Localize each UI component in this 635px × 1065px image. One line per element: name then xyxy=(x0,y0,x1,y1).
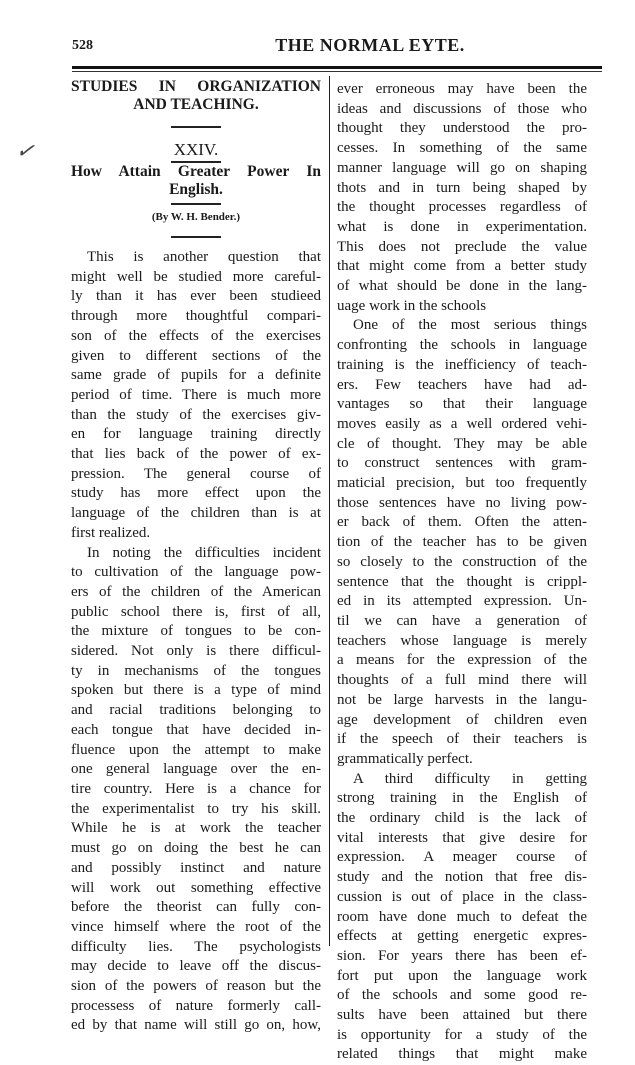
text-line: is opportunity for a study of the xyxy=(337,1026,587,1043)
text-line: the thought processes regardless of xyxy=(337,199,587,216)
text-line: before the theorist can fully con- xyxy=(71,899,321,916)
separator-rule xyxy=(171,203,221,205)
text-line: ers. Few teachers have had ad- xyxy=(337,376,587,393)
text-line: til we can have a generation of xyxy=(337,612,587,629)
text-line: expression. A meager course of xyxy=(337,849,587,866)
text-line: what is done in experimentation. xyxy=(337,218,587,235)
left-column xyxy=(71,248,321,1036)
text-line: the ordinary child is the lack of xyxy=(337,810,587,827)
text-line: uage work in the schools xyxy=(337,297,487,314)
series-title-line2: AND TEACHING. xyxy=(133,96,259,113)
text-line: must go on doing the best he can xyxy=(71,840,321,857)
text-line: While he is at work the teacher xyxy=(71,820,321,837)
text-line: thots and in turn being shaped by xyxy=(337,179,587,196)
text-line: age development of children even xyxy=(337,711,587,728)
text-line: thought they understood the pro- xyxy=(337,120,587,137)
text-line: vantages so that their language xyxy=(337,396,587,413)
header-rule xyxy=(72,66,602,69)
series-title-line1: STUDIES IN ORGANIZATION xyxy=(71,78,321,95)
text-line: sidered. Not only is there difficul- xyxy=(71,643,321,660)
column-divider xyxy=(329,76,330,946)
text-line: language of the children than is at xyxy=(71,505,321,522)
text-line: ly than it has ever been studieed xyxy=(71,288,321,305)
text-line: moves easily as a well ordered vehi- xyxy=(337,415,587,432)
text-line: This does not preclude the value xyxy=(337,238,587,255)
text-line: difficulty lies. The psychologists xyxy=(71,938,321,955)
text-line: fort put upon the language work xyxy=(337,967,587,984)
text-line: period of time. There is much more xyxy=(71,386,321,403)
text-line: sion of the powers of reason but the xyxy=(71,978,321,995)
text-line: pression. The general course of xyxy=(71,465,321,482)
text-line: training is the inefficiency of teach- xyxy=(337,356,587,373)
text-line: might well be studied more careful- xyxy=(71,268,321,285)
text-line: grammatically perfect. xyxy=(337,750,473,767)
text-line: effects at getting energetic expres- xyxy=(337,928,587,945)
text-line: first realized. xyxy=(71,524,151,541)
paragraph xyxy=(337,316,587,769)
text-line: teachers whose language is merely xyxy=(337,632,587,649)
text-line: sion. For years there has been ef- xyxy=(337,947,587,964)
text-line: of what should be done in the lang- xyxy=(337,278,587,295)
text-line: vital interests that give desire for xyxy=(337,829,587,846)
text-line: of the schools and some good re- xyxy=(337,987,587,1004)
text-line: ever erroneous may have been the xyxy=(337,81,587,97)
text-line: tion of the teacher has to be given xyxy=(337,534,587,551)
text-line: A third difficulty in getting xyxy=(353,770,587,787)
text-line: so closely to the construction of the xyxy=(337,553,587,570)
text-line: confronting the schools in language xyxy=(337,337,587,354)
text-line: a means for the expression of the xyxy=(337,652,587,669)
text-line: processess of nature formerly call- xyxy=(71,997,321,1014)
text-line: room have done much to defeat the xyxy=(337,908,587,925)
article-title-line1: How Attain Greater Power In xyxy=(71,163,321,180)
right-column xyxy=(337,80,587,1065)
text-line: sults have been attained but there xyxy=(337,1007,587,1024)
separator-rule xyxy=(171,126,221,128)
text-line: and possibly instinct and nature xyxy=(71,859,321,876)
text-line: vince himself where the root of the xyxy=(71,918,321,935)
text-line: each tongue that have decided in- xyxy=(71,721,321,738)
text-line: may decide to leave off the discus- xyxy=(71,958,321,975)
text-line: son of the effects of the exercises xyxy=(71,327,321,344)
text-line: the experimentalist to try his skill. xyxy=(71,800,321,817)
text-line: strong training in the English of xyxy=(337,790,587,807)
text-line: manner language will go on shaping xyxy=(337,159,587,176)
header-rule-thin xyxy=(72,71,602,72)
paragraph xyxy=(71,544,321,1037)
text-line: will work out something effective xyxy=(71,879,321,896)
text-line: not be large harvests in the langu- xyxy=(337,691,587,708)
page-number: 528 xyxy=(72,38,93,53)
byline: (By W. H. Bender.) xyxy=(151,211,241,223)
text-line: This is another question that xyxy=(87,249,321,265)
text-line: In noting the difficulties incident xyxy=(87,544,321,561)
text-line: cussion is out of place in the class- xyxy=(337,888,587,905)
text-line: fluence upon the attempt to make xyxy=(71,741,321,758)
text-line: given to different sections of the xyxy=(71,347,321,364)
checkmark-icon: ✓ xyxy=(14,136,37,165)
text-line: that lies back of the power of ex- xyxy=(71,446,321,463)
text-line: ideas and discussions of those who xyxy=(337,100,587,117)
separator-rule xyxy=(171,236,221,238)
text-line: to construct sentences with gram- xyxy=(337,455,587,472)
text-line: ers of the children of the American xyxy=(71,583,321,600)
text-line: ty in mechanisms of the tongues xyxy=(71,662,321,679)
journal-title: THE NORMAL EYTE. xyxy=(275,35,465,55)
text-line: if the speech of their teachers is xyxy=(337,731,587,748)
text-line: through more thoughtful compari- xyxy=(71,308,321,325)
text-line: er back of them. Often the atten- xyxy=(337,514,587,531)
text-line: cle of thought. They may be able xyxy=(337,435,587,452)
text-line: related things that might make xyxy=(337,1046,587,1063)
text-line: ed in its attempted expression. Un- xyxy=(337,593,587,610)
text-line: and racial traditions belonging to xyxy=(71,702,321,719)
text-line: those sentences have no living pow- xyxy=(337,494,587,511)
text-line: sentence that the thought is crippl- xyxy=(337,573,587,590)
text-line: cesses. In something of the same xyxy=(337,140,587,157)
text-line: same grade of pupils for a definite xyxy=(71,367,321,384)
text-line: en for language training directly xyxy=(71,426,321,443)
text-line: maticial precision, but too frequently xyxy=(337,475,587,492)
text-line: One of the most serious things xyxy=(353,317,587,334)
text-line: ed by that name will still go on, how, xyxy=(71,1017,321,1034)
text-line: than the study of the exercises giv- xyxy=(71,406,321,423)
text-line: study and the notion that free dis- xyxy=(337,869,587,886)
text-line: public school there is, first of all, xyxy=(71,603,321,620)
text-line: study has more effect upon the xyxy=(71,485,321,502)
text-line: one general language over the en- xyxy=(71,761,321,778)
text-line: spoken but there is a type of mind xyxy=(71,682,321,699)
text-line: the mixture of tongues to be con- xyxy=(71,623,321,640)
article-number: XXIV. xyxy=(173,140,219,159)
text-line: thoughts of a full mind there will xyxy=(337,672,587,689)
text-line: tire country. Here is a chance for xyxy=(71,780,321,797)
paragraph xyxy=(71,248,321,544)
article-title-line2: English. xyxy=(169,181,223,198)
text-line: to cultivation of the language pow- xyxy=(71,564,321,581)
paragraph xyxy=(337,80,587,316)
text-line: that might come from a better study xyxy=(337,258,587,275)
paragraph xyxy=(337,770,587,1065)
